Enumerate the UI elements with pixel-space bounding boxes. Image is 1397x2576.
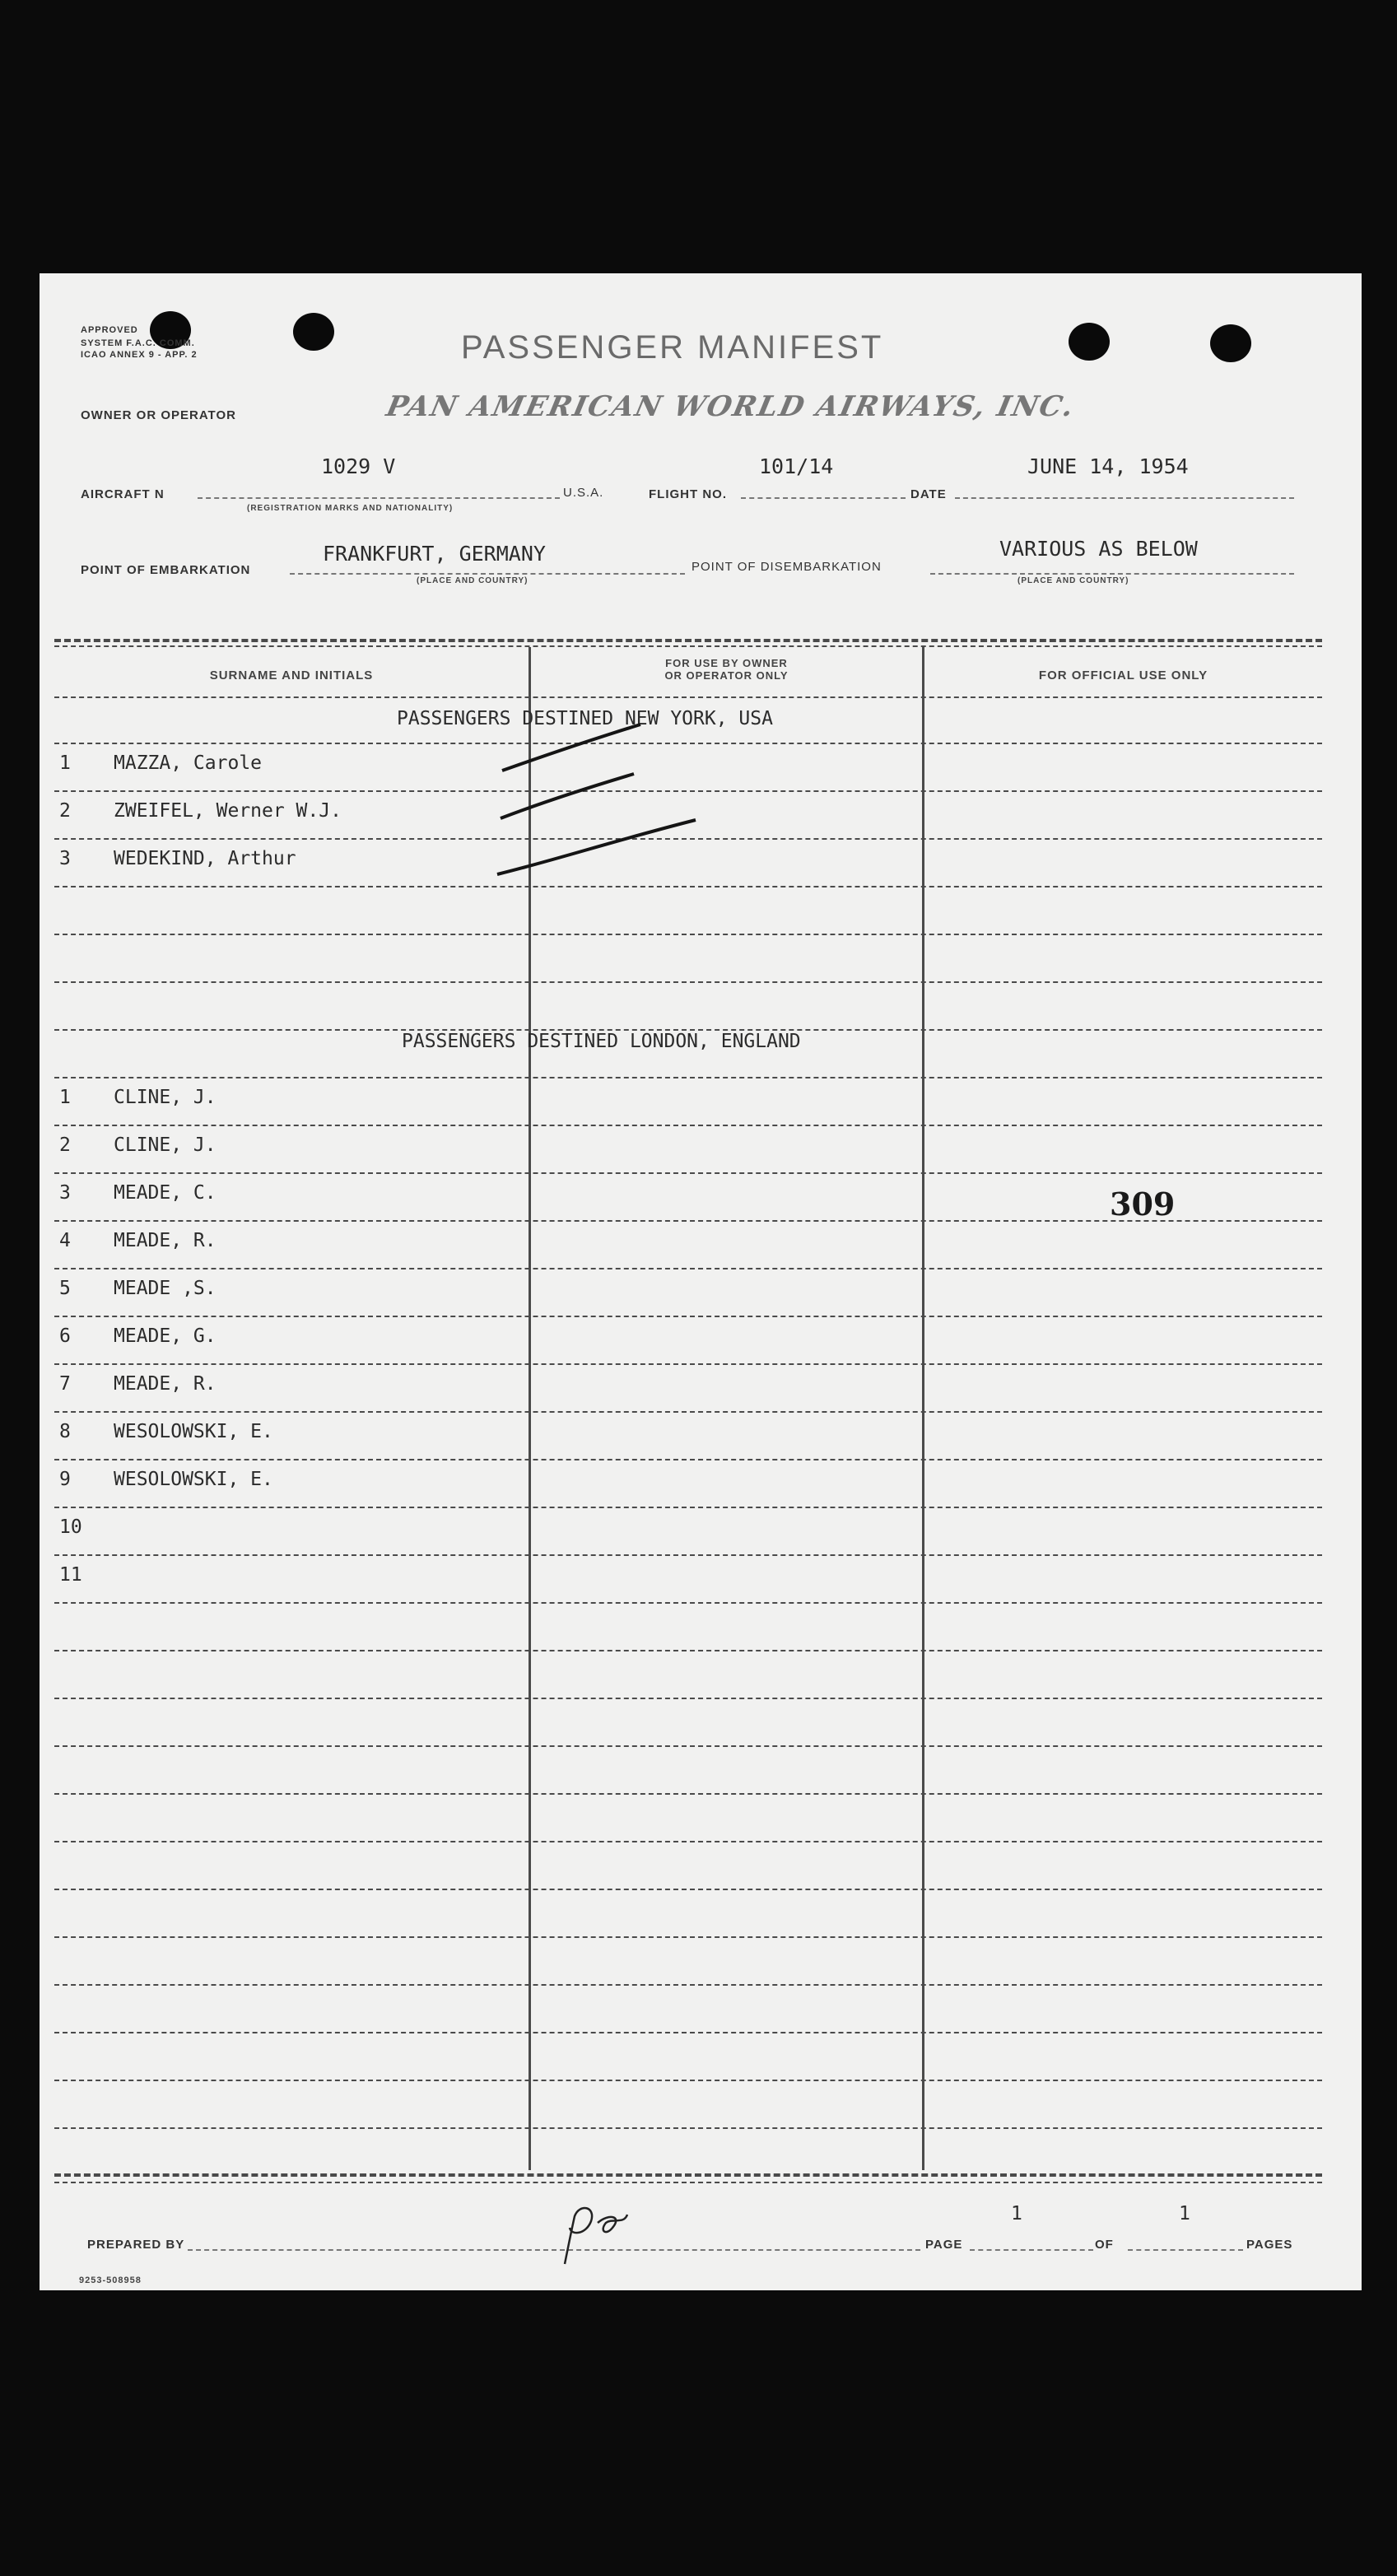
- london-row-number: 5: [59, 1278, 71, 1299]
- row-rule: [54, 1125, 1322, 1126]
- row-rule: [54, 1602, 1322, 1604]
- date-label: DATE: [910, 487, 947, 501]
- flight-underline: [741, 497, 906, 499]
- disembarkation-value: VARIOUS AS BELOW: [999, 537, 1198, 561]
- disembarkation-underline: [930, 573, 1294, 575]
- london-row-number: 3: [59, 1182, 71, 1204]
- london-passenger-name: CLINE, J.: [114, 1134, 217, 1156]
- london-row-number: 10: [59, 1516, 82, 1538]
- london-row-number: 8: [59, 1421, 71, 1442]
- disembarkation-label: POINT OF DISEMBARKATION: [692, 560, 882, 574]
- london-passenger-name: MEADE, C.: [114, 1182, 217, 1204]
- ny-passenger-name: ZWEIFEL, Werner W.J.: [114, 800, 342, 822]
- embarkation-underline: [290, 573, 685, 575]
- approval-line-2: SYSTEM F.A.C. COMM.: [81, 338, 195, 348]
- table-bottom-rule-2: [54, 2182, 1322, 2183]
- handwritten-checkmarks: [486, 716, 716, 881]
- table-bottom-rule-1: [54, 2173, 1322, 2177]
- disembarkation-sublabel: (PLACE AND COUNTRY): [1017, 576, 1129, 585]
- date-underline: [955, 497, 1294, 499]
- london-row-number: 7: [59, 1373, 71, 1395]
- row-rule: [54, 1507, 1322, 1508]
- header-surname: SURNAME AND INITIALS: [209, 668, 374, 682]
- pages-label: PAGES: [1246, 2238, 1293, 2252]
- row-rule: [54, 1411, 1322, 1413]
- row-rule: [54, 1698, 1322, 1699]
- london-passenger-name: MEADE, R.: [114, 1230, 217, 1251]
- usa-label: U.S.A.: [563, 486, 604, 500]
- punch-hole-4: [1210, 324, 1251, 362]
- london-passenger-name: CLINE, J.: [114, 1087, 217, 1108]
- header-owner-use-2: OR OPERATOR ONLY: [664, 669, 789, 682]
- of-label: OF: [1095, 2238, 1114, 2252]
- form-title: PASSENGER MANIFEST: [461, 329, 884, 366]
- row-rule: [54, 981, 1322, 983]
- aircraft-label: AIRCRAFT N: [81, 487, 165, 501]
- london-passenger-name: MEADE ,S.: [114, 1278, 217, 1299]
- row-rule: [54, 2127, 1322, 2129]
- table-top-rule-2: [54, 645, 1322, 647]
- ny-passenger-name: MAZZA, Carole: [114, 752, 263, 774]
- ny-row-number: 2: [59, 800, 71, 822]
- london-passenger-name: MEADE, G.: [114, 1325, 217, 1347]
- row-rule: [54, 1077, 1322, 1078]
- row-rule: [54, 886, 1322, 887]
- london-row-number: 2: [59, 1134, 71, 1156]
- table-top-rule-1: [54, 639, 1322, 642]
- row-rule: [54, 2080, 1322, 2081]
- section-heading-new-york: PASSENGERS DESTINED NEW YORK, USA: [397, 708, 773, 729]
- section-heading-london: PASSENGERS DESTINED LONDON, ENGLAND: [402, 1031, 801, 1052]
- of-underline: [1128, 2249, 1243, 2251]
- header-official: FOR OFFICIAL USE ONLY: [1038, 668, 1208, 682]
- row-rule: [54, 1316, 1322, 1317]
- row-rule: [54, 1984, 1322, 1986]
- row-rule: [54, 1889, 1322, 1890]
- row-rule: [54, 1745, 1322, 1747]
- date-value: JUNE 14, 1954: [1027, 454, 1189, 478]
- row-rule: [54, 1172, 1322, 1174]
- embarkation-sublabel: (PLACE AND COUNTRY): [417, 576, 529, 585]
- row-rule: [54, 1650, 1322, 1651]
- aircraft-underline: [198, 497, 560, 499]
- flight-value: 101/14: [759, 454, 834, 478]
- london-passenger-name: WESOLOWSKI, E.: [114, 1469, 273, 1490]
- official-stamp-number: 309: [1110, 1186, 1176, 1223]
- row-rule: [54, 1936, 1322, 1938]
- prepared-signature: [550, 2198, 640, 2272]
- approval-line-3: ICAO ANNEX 9 - APP. 2: [81, 350, 198, 360]
- london-row-number: 6: [59, 1325, 71, 1347]
- column-divider-2: [922, 647, 924, 2170]
- row-rule: [54, 1554, 1322, 1556]
- embarkation-value: FRANKFURT, GERMANY: [323, 542, 546, 566]
- company-name: PAN AMERICAN WORLD AIRWAYS, INC.: [383, 390, 1078, 423]
- owner-label: OWNER OR OPERATOR: [81, 408, 236, 422]
- row-rule: [54, 2032, 1322, 2033]
- flight-label: FLIGHT NO.: [649, 487, 727, 501]
- london-row-number: 1: [59, 1087, 71, 1108]
- aircraft-value: 1029 V: [321, 454, 396, 478]
- page-number: 1: [1011, 2203, 1022, 2224]
- row-rule: [54, 1363, 1322, 1365]
- punch-hole-3: [1069, 323, 1110, 361]
- ny-row-number: 3: [59, 848, 71, 869]
- aircraft-sublabel: (REGISTRATION MARKS AND NATIONALITY): [247, 504, 454, 513]
- row-rule: [54, 1268, 1322, 1269]
- row-rule: [54, 934, 1322, 935]
- london-row-number: 9: [59, 1469, 71, 1490]
- ny-row-number: 1: [59, 752, 71, 774]
- ny-passenger-name: WEDEKIND, Arthur: [114, 848, 296, 869]
- punch-hole-2: [293, 313, 334, 351]
- page-label: PAGE: [925, 2238, 963, 2252]
- row-rule: [54, 1793, 1322, 1795]
- prepared-label: PREPARED BY: [87, 2238, 185, 2252]
- total-pages: 1: [1179, 2203, 1190, 2224]
- london-passenger-name: WESOLOWSKI, E.: [114, 1421, 273, 1442]
- row-rule: [54, 696, 1322, 698]
- london-passenger-name: MEADE, R.: [114, 1373, 217, 1395]
- row-rule: [54, 1459, 1322, 1460]
- embarkation-label: POINT OF EMBARKATION: [81, 563, 251, 577]
- london-row-number: 4: [59, 1230, 71, 1251]
- london-row-number: 11: [59, 1564, 82, 1586]
- form-number: 9253-508958: [79, 2276, 142, 2285]
- page-underline: [970, 2249, 1093, 2251]
- row-rule: [54, 1841, 1322, 1842]
- approval-line-1: APPROVED: [81, 325, 138, 335]
- header-owner-use-1: FOR USE BY OWNER: [665, 657, 788, 669]
